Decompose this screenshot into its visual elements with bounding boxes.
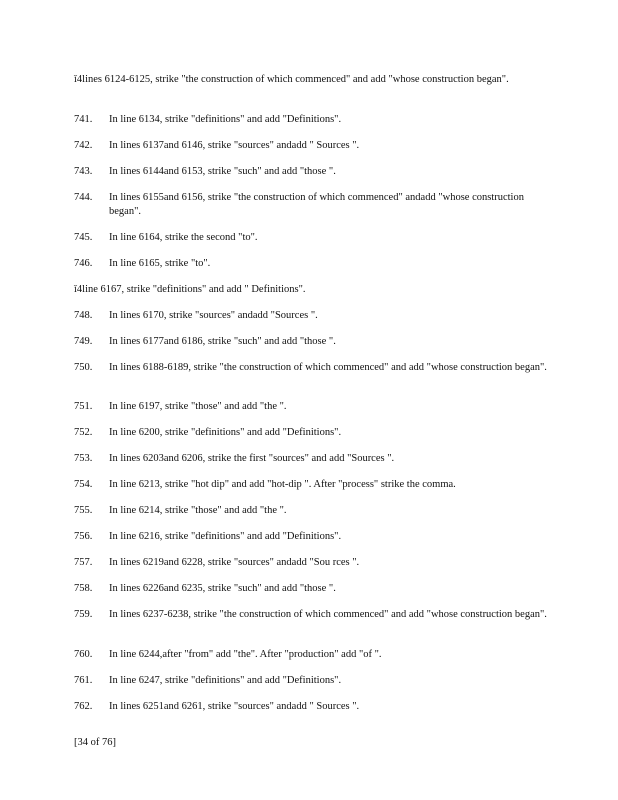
item-number: 741. <box>74 114 93 125</box>
item-text: In line 6197, strike "those" and add "the ". <box>109 401 287 412</box>
item-text: In lines 6226and 6235, strike "such" and add "those ". <box>109 583 336 594</box>
item-number: 745. <box>74 232 93 243</box>
item-number: 758. <box>74 583 93 594</box>
item-number: 756. <box>74 531 93 542</box>
item-number: 759. <box>74 609 93 620</box>
item-number: 757. <box>74 557 93 568</box>
item-number: 762. <box>74 701 93 712</box>
item-number: 746. <box>74 258 93 269</box>
item-text: In lines 6251and 6261, strike "sources" andadd " Sources ". <box>109 701 360 712</box>
item-number: 751. <box>74 401 93 412</box>
item-number: 753. <box>74 453 93 464</box>
item-text: In lines 6177and 6186, strike "such" and add "those ". <box>109 336 336 347</box>
item-text: In lines 6219and 6228, strike "sources" andadd "Sou rces ". <box>109 557 360 568</box>
page-footer: [34 of 76] <box>74 737 116 748</box>
item-text: In line 6200, strike "definitions" and add "Definitions". <box>109 427 342 438</box>
item-text: In lines 6144and 6153, strike "such" and add "those ". <box>109 166 336 177</box>
item-text: In lines 6203and 6206, strike the first "sources" and add "Sources ". <box>109 453 395 464</box>
item-text: In lines 6170, strike "sources" andadd "Sources ". <box>109 310 318 321</box>
item-number: 743. <box>74 166 93 177</box>
item-number: 749. <box>74 336 93 347</box>
item-number: 742. <box>74 140 93 151</box>
item-number: 744. <box>74 192 93 203</box>
item-text: In line 6164, strike the second "to". <box>109 232 258 243</box>
item-number: 761. <box>74 675 93 686</box>
item-number: 750. <box>74 362 93 373</box>
item-text: In line 6216, strike "definitions" and add "Definitions". <box>109 531 342 542</box>
item-number: 760. <box>74 649 93 660</box>
item-text: In line 6213, strike "hot dip" and add "hot-dip ". After "process" strike the comma. <box>109 479 456 490</box>
item-text: In line 6165, strike "to". <box>109 258 211 269</box>
item-text: In line 6244,after "from" add "the". After "production" add "of ". <box>109 649 382 660</box>
item-text: In line 6134, strike "definitions" and add "Definitions". <box>109 114 342 125</box>
item-text: In line 6247, strike "definitions" and add "Definitions". <box>109 675 342 686</box>
item-text: ǐ4lines 6124-6125, strike "the construction of which commenced" and add "whose construction began". <box>74 74 509 85</box>
item-number: 754. <box>74 479 93 490</box>
item-text: In lines 6188-6189, strike "the construction of which commenced" and add "whose construction began". <box>109 362 547 373</box>
item-text: In lines 6137and 6146, strike "sources" andadd " Sources ". <box>109 140 360 151</box>
item-text: In lines 6237-6238, strike "the construction of which commenced" and add "whose construction began". <box>109 609 547 620</box>
item-text: In lines 6155and 6156, strike "the construction of which commenced" andadd "whose construction began". <box>109 192 524 217</box>
item-text: In line 6214, strike "those" and add "the ". <box>109 505 287 516</box>
item-number: 748. <box>74 310 93 321</box>
item-text: ǐ4line 6167, strike "definitions" and add " Definitions". <box>74 284 306 295</box>
item-number: 752. <box>74 427 93 438</box>
item-number: 755. <box>74 505 93 516</box>
